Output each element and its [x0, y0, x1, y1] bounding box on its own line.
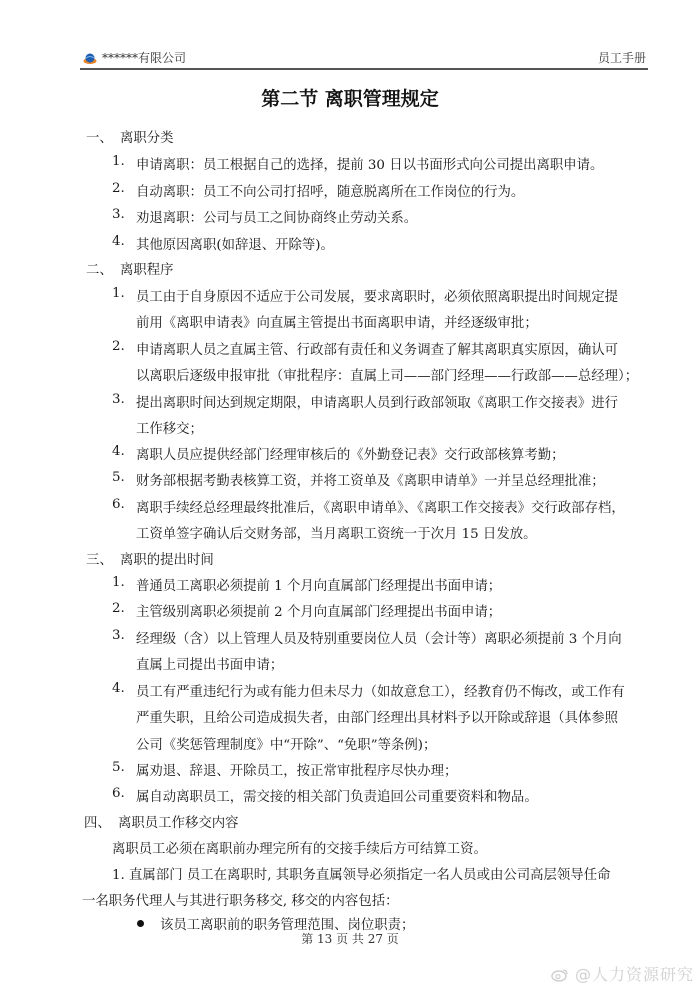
list-item: 申请离职人员之直属主管、行政部有责任和义务调查了解其离职真实原因，确认可 — [136, 343, 619, 358]
item-number: 2. — [112, 339, 125, 354]
item-number: 6. — [112, 497, 125, 512]
page-header — [80, 48, 648, 70]
section-heading: 离职员工作移交内容 — [118, 816, 239, 831]
paragraph-line: 1. 直属部门 员工在离职时, 其职务直属领导必须指定一名人员或由公司高层领导任命 — [112, 868, 611, 883]
section-heading: 离职的提出时间 — [120, 553, 214, 568]
list-item-continuation: 直属上司提出书面申请； — [136, 658, 284, 673]
bullet-item: 该员工离职前的职务管理范围、岗位职责； — [160, 918, 415, 933]
item-number: 6. — [112, 786, 125, 801]
list-item: 主管级别离职必须提前 2 个月向直属部门经理提出书面申请； — [136, 605, 502, 620]
item-number: 5. — [112, 760, 125, 775]
watermark — [551, 962, 694, 985]
section-number: 二、 — [86, 263, 113, 278]
section-number: 三、 — [86, 553, 113, 568]
list-item: 提出离职时间达到规定期限，申请离职人员到行政部领取《离职工作交接表》进行 — [136, 396, 619, 411]
item-number: 2. — [112, 601, 125, 616]
item-number: 4. — [112, 681, 125, 696]
bullet-icon — [137, 920, 144, 927]
item-number: 3. — [112, 628, 125, 643]
list-item-continuation: 工作移交； — [136, 422, 203, 437]
weibo-icon — [551, 965, 575, 984]
item-number: 1. — [112, 286, 125, 301]
section-heading: 离职分类 — [120, 131, 174, 146]
list-item: 申请离职：员工根据自己的选择，提前 30 日以书面形式向公司提出离职申请。 — [136, 158, 604, 173]
list-item-continuation: 以离职后逐级申报审批（审批程序：直属上司——部门经理——行政部——总经理）； — [136, 369, 639, 384]
list-item-continuation: 工资单签字确认后交财务部，当月离职工资统一于次月 15 日发放。 — [136, 527, 537, 542]
document-name: 员工手册 — [597, 51, 646, 65]
list-item: 自动离职：员工不向公司打招呼，随意脱离所在工作岗位的行为。 — [136, 185, 525, 200]
list-item-continuation: 严重失职，且给公司造成损失者，由部门经理出具材料予以开除或辞退（具体参照 — [136, 711, 619, 726]
section-number: 四、 — [84, 816, 111, 831]
list-item: 离职手续经总经理最终批准后，《离职申请单》、《离职工作交接表》交行政部存档， — [136, 501, 625, 516]
item-number: 1. — [112, 154, 125, 169]
item-number: 5. — [112, 470, 125, 485]
list-item: 员工有严重违纪行为或有能力但未尽力（如故意怠工），经教育仍不悔改，或工作有 — [136, 685, 625, 700]
section-number: 一、 — [86, 131, 113, 146]
item-number: 2. — [112, 181, 125, 196]
list-item-continuation: 公司《奖惩管理制度》中“开除”、“免职”等条例)； — [136, 738, 437, 753]
company-name: ******有限公司 — [102, 51, 187, 65]
list-item: 属劝退、辞退、开除员工，按正常审批程序尽快办理； — [136, 764, 458, 779]
globe-logo-icon — [83, 50, 97, 62]
item-number: 4. — [112, 234, 125, 249]
page-title: 第二节 离职管理规定 — [261, 88, 439, 110]
item-number: 3. — [112, 207, 125, 222]
item-number: 1. — [112, 575, 125, 590]
list-item: 离职人员应提供经部门经理审核后的《外勤登记表》交行政部核算考勤； — [136, 448, 565, 463]
list-item: 员工由于自身原因不适应于公司发展，要求离职时，必须依照离职提出时间规定提 — [136, 290, 619, 305]
paragraph-line: 一名职务代理人与其进行职务移交, 移交的内容包括： — [82, 894, 399, 909]
list-item-continuation: 前用《离职申请表》向直属主管提出书面离职申请，并经逐级审批； — [136, 316, 538, 331]
list-item: 劝退离职：公司与员工之间协商终止劳动关系。 — [136, 211, 418, 226]
list-item: 经理级（含）以上管理人员及特别重要岗位人员（会计等）离职必须提前 3 个月向 — [136, 632, 622, 647]
item-number: 4. — [112, 444, 125, 459]
list-item: 其他原因离职(如辞退、开除等)。 — [136, 238, 334, 253]
section-heading: 离职程序 — [120, 263, 174, 278]
list-item: 属自动离职员工，需交接的相关部门负责追回公司重要资料和物品。 — [136, 790, 538, 805]
item-number: 3. — [112, 392, 125, 407]
list-item: 财务部根据考勤表核算工资，并将工资单及《离职申请单》一并呈总经理批准； — [136, 474, 605, 489]
section-intro: 离职员工必须在离职前办理完所有的交接手续后方可结算工资。 — [112, 842, 487, 857]
watermark-text: @人力资源研究 — [574, 965, 694, 984]
page-footer: 第 13 页 共 27 页 — [301, 932, 399, 946]
list-item: 普通员工离职必须提前 1 个月向直属部门经理提出书面申请； — [136, 579, 502, 594]
